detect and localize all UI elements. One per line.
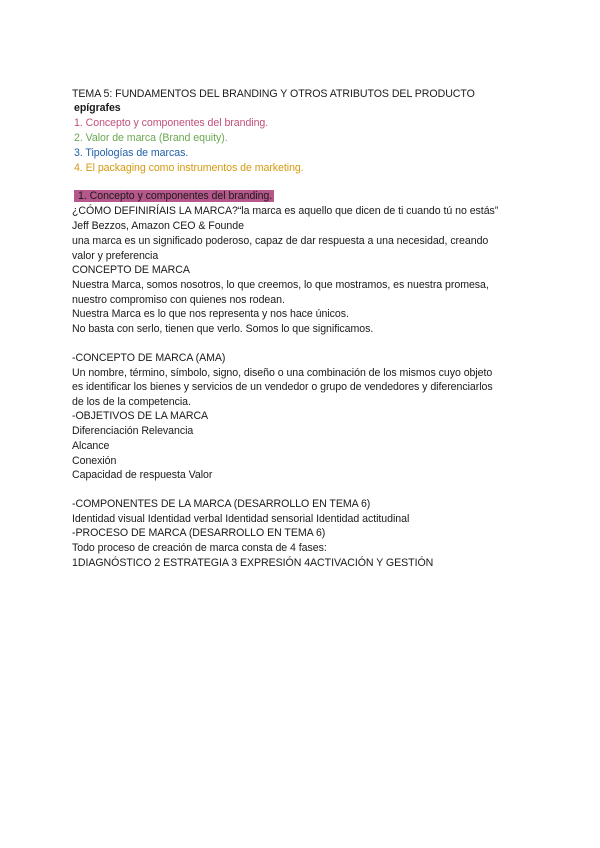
componentes-line: Identidad visual Identidad verbal Identidad sensorial Identidad actitudinal: [72, 513, 410, 525]
epigrafes-label: epígrafes: [74, 102, 121, 114]
proceso-heading: -PROCESO DE MARCA (DESARROLLO EN TEMA 6): [72, 527, 326, 539]
brand-question: ¿CÓMO DEFINIRÍAIS LA MARCA?“la marca es aquello que dicen de ti cuando tú no estás”: [72, 205, 499, 217]
definition-line-2: valor y preferencia: [72, 250, 159, 262]
ama-line-3: de los de la competencia.: [72, 396, 191, 408]
concepto-line-3: Nuestra Marca es lo que nos representa y nos hace únicos.: [72, 308, 349, 320]
objetivo-item-4: Capacidad de respuesta Valor: [72, 469, 213, 481]
epigrafe-item-1: 1. Concepto y componentes del branding.: [74, 117, 269, 129]
quote-attribution: Jeff Bezzos, Amazon CEO & Founde: [72, 220, 244, 232]
definition-line-1: una marca es un significado poderoso, capaz de dar respuesta a una necesidad, creando: [72, 235, 489, 247]
objetivo-item-3: Conexión: [72, 455, 117, 467]
fases-line: 1DIAGNÓSTICO 2 ESTRATEGIA 3 EXPRESIÓN 4ACTIVACIÓN Y GESTIÓN: [72, 557, 434, 569]
proceso-line: Todo proceso de creación de marca consta de 4 fases:: [72, 542, 327, 554]
concepto-heading: CONCEPTO DE MARCA: [72, 264, 190, 276]
concepto-line-2: nuestro compromiso con quienes nos rodean.: [72, 294, 285, 306]
section-1-heading-highlight: 1. Concepto y componentes del branding.: [74, 190, 274, 202]
objetivo-item-2: Alcance: [72, 440, 110, 452]
document-title: TEMA 5: FUNDAMENTOS DEL BRANDING Y OTROS ATRIBUTOS DEL PRODUCTO: [72, 88, 475, 100]
epigrafe-item-2: 2. Valor de marca (Brand equity).: [74, 132, 228, 144]
ama-line-1: Un nombre, término, símbolo, signo, diseño o una combinación de los mismos cuyo objeto: [72, 367, 493, 379]
concepto-line-4: No basta con serlo, tienen que verlo. Somos lo que significamos.: [72, 323, 374, 335]
objetivo-item-1: Diferenciación Relevancia: [72, 425, 194, 437]
section-1-heading: [74, 189, 274, 203]
ama-heading: -CONCEPTO DE MARCA (AMA): [72, 352, 226, 364]
ama-line-2: es identificar los bienes y servicios de un vendedor o grupo de vendedores y diferenciarlos: [72, 381, 493, 393]
objetivos-heading: -OBJETIVOS DE LA MARCA: [72, 410, 209, 422]
epigrafe-item-4: 4. El packaging como instrumentos de marketing.: [74, 162, 304, 174]
concepto-line-1: Nuestra Marca, somos nosotros, lo que creemos, lo que mostramos, es nuestra promesa,: [72, 279, 489, 291]
componentes-heading: -COMPONENTES DE LA MARCA (DESARROLLO EN TEMA 6): [72, 498, 371, 510]
epigrafe-item-3: 3. Tipologías de marcas.: [74, 147, 189, 159]
